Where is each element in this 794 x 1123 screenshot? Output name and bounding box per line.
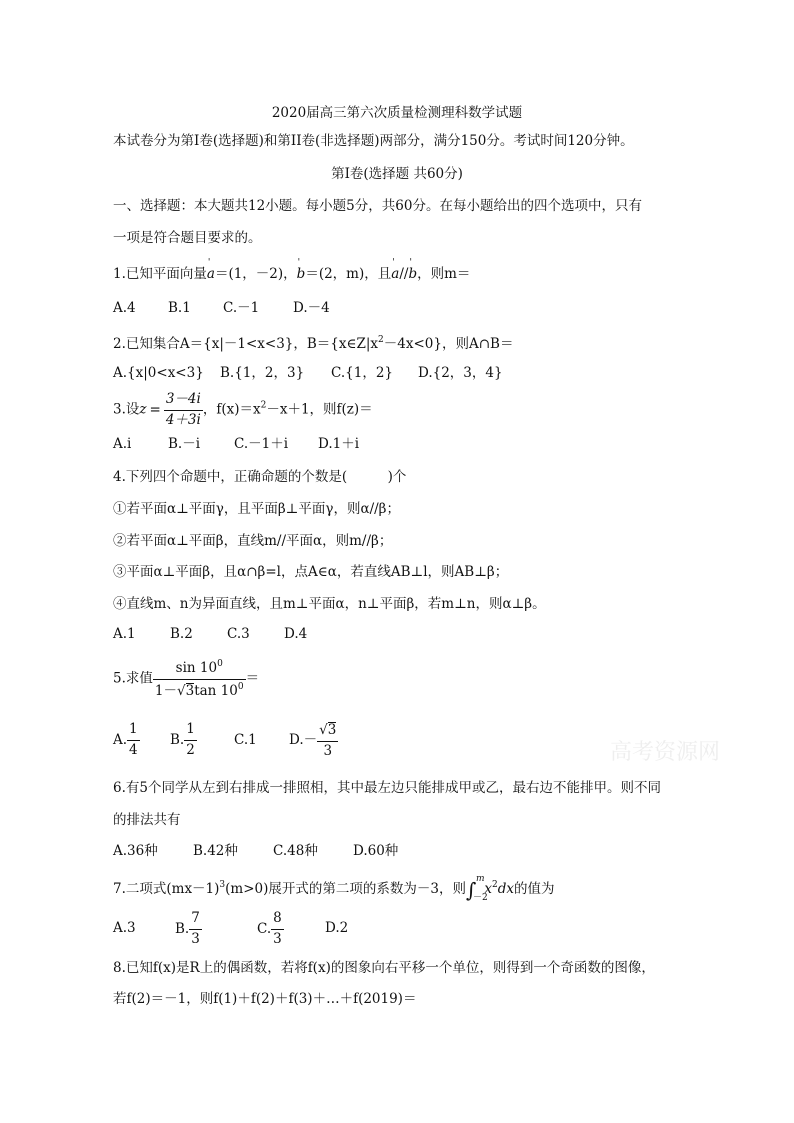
- statement-4: ④直线m、n为异面直线，且m⊥平面α，n⊥平面β，若m⊥n，则α⊥β。: [113, 596, 546, 612]
- question-4-options: [113, 628, 307, 642]
- option-a: A.36种: [113, 843, 158, 859]
- option-c: C.{1，2}: [331, 365, 393, 381]
- option-b: B.42种: [193, 843, 238, 859]
- option-a: A.{x|0<x<3}: [113, 365, 204, 381]
- question-7-options: [113, 912, 348, 946]
- statement-3: ③平面α⊥平面β，且α∩β=l，点A∈α，若直线AB⊥l，则AB⊥β；: [113, 564, 509, 580]
- option-c: C.48种: [273, 843, 318, 859]
- exam-title: 2020届高三第六次质量检测理科数学试题: [271, 105, 523, 121]
- question-2: 2.已知集合A＝{x|－1<x<3}，$B=\{x\in Z|x^2-4x<0\}$，则A∩B＝: [113, 335, 514, 352]
- fraction-value: $\frac{\sin 10^0}{1-√3\tan 10^0}$: [154, 659, 244, 699]
- option-d: D.{2，3，4}: [418, 365, 503, 381]
- question-1-options: [113, 302, 330, 316]
- watermark: 高考资源网: [610, 740, 721, 765]
- option-a: A. $\frac{1}{4}$: [113, 721, 138, 758]
- question-7: 7.二项式$(mx-1)^3(m>0)$展开式的第二项的系数为－3，则∫ m －2 $x^2dx$的值为: [113, 874, 555, 903]
- option-c: C.－1＋i: [234, 436, 289, 452]
- option-d: D.2: [325, 920, 349, 937]
- option-a: A.i: [113, 436, 132, 452]
- option-a: A.3: [113, 920, 136, 937]
- question-5-options: [113, 722, 338, 758]
- option-b: B.2: [170, 626, 193, 642]
- option-a: A.4: [113, 300, 136, 316]
- statement-1: ①若平面α⊥平面γ，且平面β⊥平面γ，则α//β；: [113, 501, 400, 517]
- option-d: D.－ $\frac{√3}{3}$: [289, 722, 337, 759]
- option-b: B. $\frac{7}{3}$: [175, 910, 200, 947]
- option-c: C.3: [227, 626, 250, 642]
- part1-title: 第I卷(选择题 共60分): [331, 166, 463, 182]
- question-8-line2: 若f(2)＝－1，则f(1)＋f(2)＋f(3)＋…＋f(2019)＝: [113, 991, 417, 1007]
- question-2-options: [113, 367, 503, 381]
- question-8-line1: 8.已知f(x)是R上的偶函数，若将f(x)的图象向右平移一个单位，则得到一个奇函数的图像，: [113, 960, 655, 976]
- question-5: 5.求值 $\frac{\sin 10^0}{1-√3\tan 10^0}$ ＝: [113, 659, 260, 699]
- option-d: D.4: [284, 626, 308, 642]
- option-d: D.1＋i: [318, 436, 360, 452]
- option-b: B. $\frac{1}{2}$: [170, 721, 195, 758]
- question-6-line1: 6.有5个同学从左到右排成一排照相，其中最左边只能排成甲或乙，最右边不能排甲。则不同: [113, 780, 661, 796]
- option-b: B.1: [168, 300, 191, 316]
- option-d: D.60种: [353, 843, 399, 859]
- fraction-z: $\frac{3-4i}{4+3i}$: [165, 391, 201, 428]
- question-3-options: [113, 438, 359, 452]
- section-intro-line2: 一项是符合题目要求的。: [113, 230, 262, 246]
- statement-2: ②若平面α⊥平面β，直线m//平面α，则m//β；: [113, 533, 393, 549]
- option-c: C.1: [234, 731, 257, 748]
- vector-b: ' b: [297, 268, 306, 282]
- option-c: C. $\frac{8}{3}$: [257, 910, 282, 947]
- question-1: 1.已知平面向量' a＝(1，－2)，' b＝(2，m)，且' a//' b，则m＝: [113, 268, 470, 282]
- option-a: A.1: [113, 626, 136, 642]
- integral-sign: ∫ m －2: [465, 874, 488, 903]
- option-c: C.－1: [223, 300, 260, 316]
- option-b: B.－i: [168, 436, 201, 452]
- section-intro-line1: 一、选择题：本大题共12小题。每小题5分，共60分。在每小题给出的四个选项中，只有: [113, 198, 642, 214]
- option-b: B.{1，2，3}: [220, 365, 305, 381]
- question-6-options: [113, 845, 398, 859]
- vector-a: ' a: [207, 268, 215, 282]
- question-3: 3.设z = $\frac{3-4i}{4+3i}$ ，$f(x)=x^2-x+1$，则f(z)＝: [113, 391, 373, 428]
- question-4: 4.下列四个命题中，正确命题的个数是( )个: [113, 469, 407, 485]
- exam-intro: 本试卷分为第I卷(选择题)和第II卷(非选择题)两部分，满分150分。考试时间120分钟。: [113, 133, 634, 149]
- question-6-line2: 的排法共有: [113, 812, 181, 828]
- option-d: D.－4: [293, 300, 330, 316]
